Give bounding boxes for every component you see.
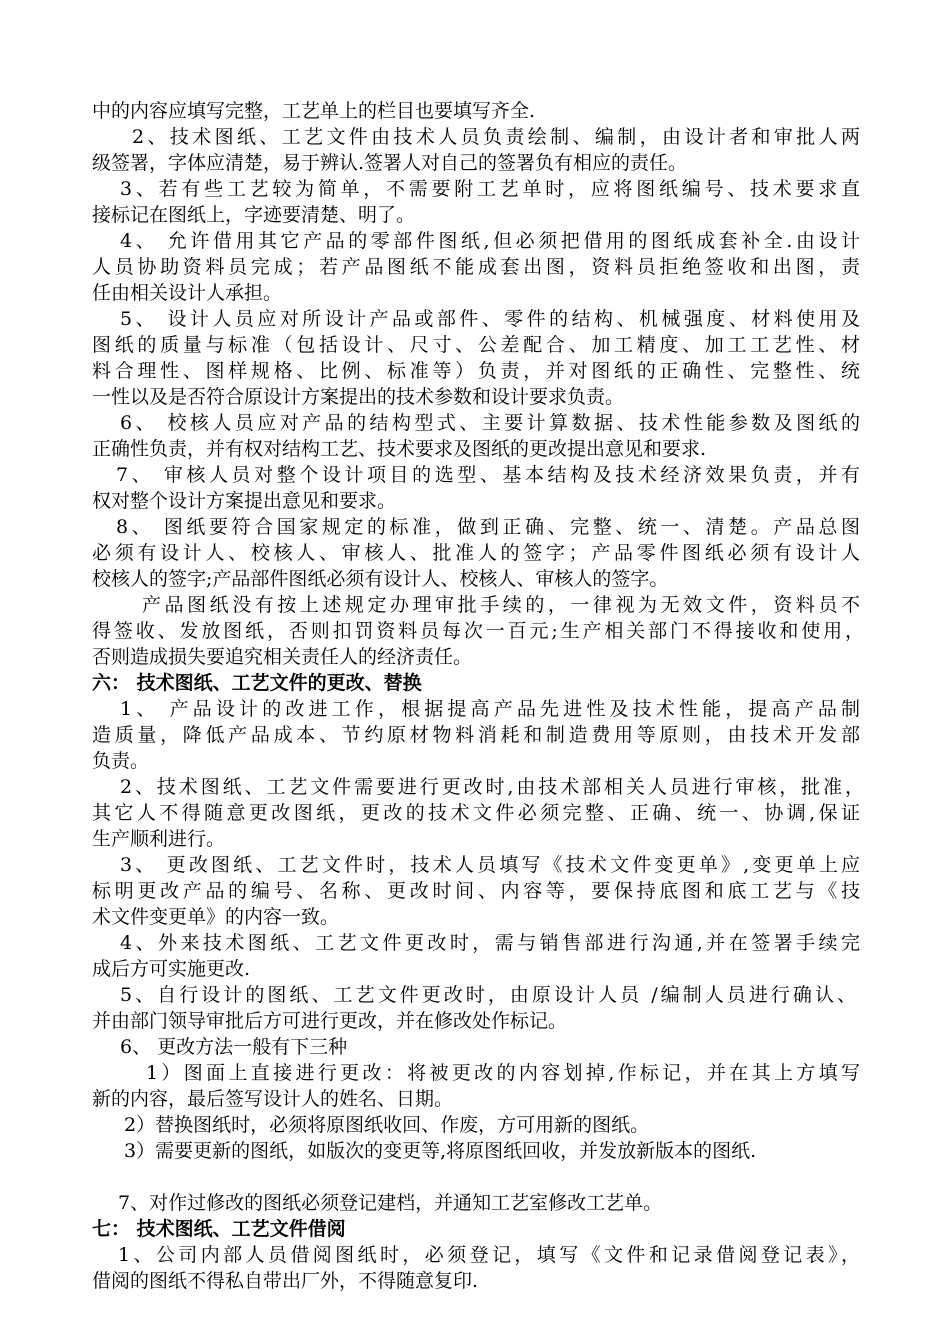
paragraph-line: 正确性负责，并有权对结构工艺、技术要求及图纸的更改提出意见和要求. [92,438,707,460]
section-heading: 六： 技术图纸、工艺文件的更改、替换 [92,672,422,694]
paragraph-line: 得签收、发放图纸，否则扣罚资料员每次一百元;生产相关部门不得接收和使用， [92,620,864,642]
paragraph-line: 人员协助资料员完成；若产品图纸不能成套出图，资料员拒绝签收和出图，责 [92,256,860,278]
paragraph-line: 3）需要更新的图纸，如版次的变更等,将原图纸回收，并发放新版本的图纸. [124,1140,757,1162]
paragraph-line: 2、技术图纸、工艺文件需要进行更改时,由技术部相关人员进行审核，批准， [120,776,864,798]
paragraph-line: 新的内容，最后签写设计人的姓名、日期。 [92,1088,454,1110]
paragraph-line: 3、若有些工艺较为简单，不需要附工艺单时，应将图纸编号、技术要求直 [120,178,860,200]
paragraph-line: 借阅的图纸不得私自带出厂外，不得随意复印. [92,1270,479,1292]
paragraph-line: 7、 审核人员对整个设计项目的选型、基本结构及技术经济效果负责，并有 [116,464,860,486]
paragraph-line: 一性以及是否符合原设计方案提出的技术参数和设计要求负责。 [92,386,625,408]
paragraph-line: 任由相关设计人承担。 [92,282,283,304]
paragraph-line: 5、 设计人员应对所设计产品或部件、零件的结构、机械强度、材料使用及 [120,308,860,330]
paragraph-line: 1）图面上直接进行更改：将被更改的内容划掉,作标记，并在其上方填写 [146,1062,860,1084]
paragraph-line: 其它人不得随意更改图纸，更改的技术文件必须完整、正确、统一、协调,保证 [92,802,860,824]
paragraph-line: 图纸的质量与标准（包括设计、尺寸、公差配合、加工精度、加工工艺性、材 [92,334,860,356]
paragraph-line: 成后方可实施更改. [92,958,251,980]
paragraph-line: 6、 校核人员应对产品的结构型式、主要计算数据、技术性能参数及图纸的 [120,412,860,434]
paragraph-line: 接标记在图纸上，字迹要清楚、明了。 [92,204,416,226]
paragraph-line: 否则造成损失要追究相关责任人的经济责任。 [92,646,473,668]
paragraph-line: 术文件变更单》的内容一致。 [92,906,340,928]
paragraph-line: 1、公司内部人员借阅图纸时，必须登记，填写《文件和记录借阅登记表》， [118,1244,860,1266]
paragraph-line: 必须有设计人、校核人、审核人、批准人的签字；产品零件图纸必须有设计人 [92,542,860,564]
paragraph-line: 并由部门领导审批后方可进行更改，并在修改处作标记。 [92,1010,568,1032]
paragraph-line: 3、 更改图纸、工艺文件时，技术人员填写《技术文件变更单》,变更单上应 [120,854,860,876]
paragraph-line: 4、 允许借用其它产品的零部件图纸,但必须把借用的图纸成套补全.由设计 [120,230,860,252]
paragraph-line: 5、自行设计的图纸、工艺文件更改时，由原设计人员 /编制人员进行确认、 [120,984,856,1006]
paragraph-line: 权对整个设计方案提出意见和要求。 [92,490,397,512]
paragraph-line: 2、技术图纸、工艺文件由技术人员负责绘制、编制，由设计者和审批人两 [132,126,860,148]
paragraph-line: 料合理性、图样规格、比例、标准等）负责，并对图纸的正确性、完整性、统 [92,360,860,382]
paragraph-line: 中的内容应填写完整，工艺单上的栏目也要填写齐全. [92,100,536,122]
paragraph-line: 8、 图纸要符合国家规定的标准，做到正确、完整、统一、清楚。产品总图 [116,516,860,538]
paragraph-line: 4、外来技术图纸、工艺文件更改时，需与销售部进行沟通,并在签署手续完 [120,932,860,954]
paragraph-line: 6、 更改方法一般有下三种 [120,1036,348,1058]
paragraph-line: 负责。 [92,750,150,772]
paragraph-line: 1、 产品设计的改进工作，根据提高产品先进性及技术性能，提高产品制 [120,698,860,720]
paragraph-line: 校核人的签字;产品部件图纸必须有设计人、校核人、审核人的签字。 [92,568,669,590]
paragraph-line: 生产顺利进行。 [92,828,226,850]
paragraph-line: 2）替换图纸时，必须将原图纸收回、作废，方可用新的图纸。 [124,1114,650,1136]
paragraph-line: 造质量，降低产品成本、节约原材物料消耗和制造费用等原则，由技术开发部 [92,724,860,746]
paragraph-line: 标明更改产品的编号、名称、更改时间、内容等，要保持底图和底工艺与《技 [92,880,860,902]
paragraph-line: 级签署，字体应清楚，易于辨认.签署人对自己的签署负有相应的责任。 [92,152,688,174]
paragraph-line: 7、对作过修改的图纸必须登记建档，并通知工艺室修改工艺单。 [118,1192,663,1214]
section-heading: 七： 技术图纸、工艺文件借阅 [92,1218,346,1240]
paragraph-line: 产品图纸没有按上述规定办理审批手续的，一律视为无效文件，资料员不 [142,594,860,616]
